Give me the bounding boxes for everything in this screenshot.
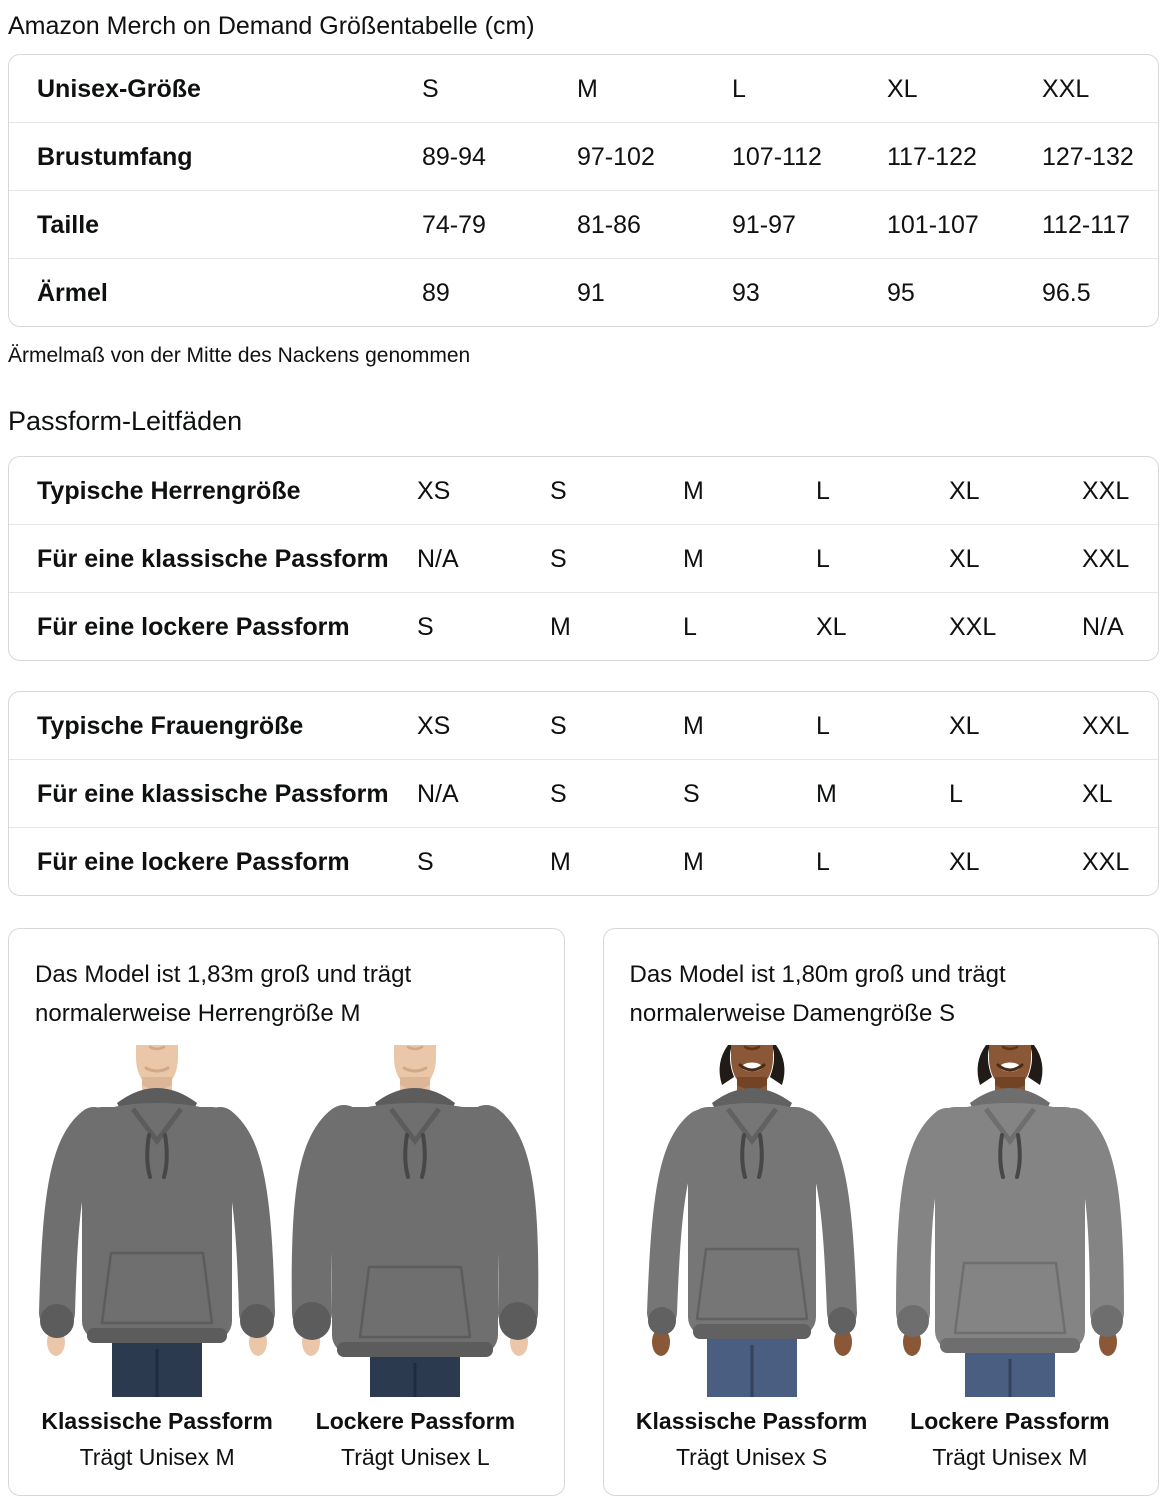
size-value: N/A: [417, 779, 459, 808]
size-value: M: [550, 612, 571, 641]
male-model-classic-fit-photo: [32, 1045, 282, 1397]
size-value: XXL: [1082, 476, 1130, 505]
size-value: M: [683, 711, 704, 740]
size-value: XS: [417, 711, 451, 740]
size-value: N/A: [417, 544, 459, 573]
fit-label: Klassische Passform: [635, 1408, 868, 1434]
row-label: Für eine klassische Passform: [37, 779, 389, 808]
size-value: XL: [949, 544, 980, 573]
table-row: [9, 592, 1158, 660]
size-value: M: [683, 847, 704, 876]
size-value: L: [816, 544, 830, 573]
size-value: 89-94: [422, 142, 486, 171]
size-value: XXL: [1042, 74, 1090, 103]
size-value: L: [816, 476, 830, 505]
size-value: 91-97: [732, 210, 796, 239]
table-row: [9, 55, 1158, 122]
table-row: [9, 827, 1158, 895]
size-label: Trägt Unisex M: [79, 1444, 235, 1470]
size-label: Trägt Unisex S: [675, 1444, 828, 1470]
table-row: [9, 692, 1158, 759]
size-value: XL: [816, 612, 847, 641]
table-row: [9, 759, 1158, 827]
size-value: XXL: [949, 612, 997, 641]
size-value: 89: [422, 278, 450, 307]
size-value: 74-79: [422, 210, 486, 239]
size-value: L: [816, 711, 830, 740]
size-value: 93: [732, 278, 760, 307]
size-value: S: [417, 847, 434, 876]
size-value: 91: [577, 278, 605, 307]
unisex-size-table: [8, 54, 1159, 327]
male-model-loose-fit-photo: [290, 1045, 540, 1397]
size-value: L: [683, 612, 697, 641]
size-value: XL: [949, 847, 980, 876]
female-model-loose-fit-photo: [885, 1045, 1135, 1397]
size-value: S: [550, 544, 567, 573]
size-value: L: [732, 74, 746, 103]
size-value: XXL: [1082, 711, 1130, 740]
model-card-heading: Das Model ist 1,83m groß und trägt normalerweise Herrengröße M: [35, 961, 412, 1027]
model-figure: [31, 1045, 283, 1471]
model-figure: [884, 1045, 1136, 1471]
size-label: Trägt Unisex M: [932, 1444, 1088, 1470]
row-label: Ärmel: [37, 278, 108, 307]
size-value: S: [550, 779, 567, 808]
row-label: Für eine lockere Passform: [37, 847, 350, 876]
row-label: Typische Frauengröße: [37, 711, 304, 740]
size-value: 97-102: [577, 142, 655, 171]
model-figure: [289, 1045, 541, 1471]
model-cards: [8, 928, 1159, 1496]
size-value: 127-132: [1042, 142, 1134, 171]
size-value: L: [949, 779, 963, 808]
fit-guides-title: Passform-Leitfäden: [8, 406, 243, 436]
page-title: Amazon Merch on Demand Größentabelle (cm): [8, 12, 535, 40]
size-value: XXL: [1082, 544, 1130, 573]
size-value: XL: [949, 476, 980, 505]
size-value: XL: [949, 711, 980, 740]
fit-label: Lockere Passform: [315, 1408, 516, 1434]
fit-label: Lockere Passform: [910, 1408, 1110, 1434]
size-value: 117-122: [887, 142, 977, 171]
womens-fit-table: [8, 691, 1159, 896]
female-model-card: [603, 928, 1160, 1496]
size-value: 107-112: [732, 142, 822, 171]
row-label: Für eine klassische Passform: [37, 544, 389, 573]
row-label: Taille: [37, 210, 100, 239]
size-value: 81-86: [577, 210, 641, 239]
size-value: S: [683, 779, 700, 808]
size-value: XS: [417, 476, 451, 505]
row-label: Für eine lockere Passform: [37, 612, 350, 641]
size-value: S: [417, 612, 434, 641]
size-value: XL: [1082, 779, 1113, 808]
size-value: M: [683, 544, 704, 573]
size-value: S: [550, 711, 567, 740]
model-card-heading: Das Model ist 1,80m groß und trägt normalerweise Damengröße S: [629, 961, 1006, 1027]
row-label: Typische Herrengröße: [37, 476, 301, 505]
fit-label: Klassische Passform: [41, 1408, 273, 1434]
sleeve-measure-note: Ärmelmaß von der Mitte des Nackens genommen: [8, 344, 471, 367]
male-model-card: [8, 928, 565, 1496]
size-value: M: [577, 74, 598, 103]
table-row: [9, 457, 1158, 524]
female-model-classic-fit-photo: [627, 1045, 877, 1397]
size-value: S: [550, 476, 567, 505]
size-value: XXL: [1082, 847, 1130, 876]
size-value: S: [422, 74, 439, 103]
mens-fit-table: [8, 456, 1159, 661]
size-value: 112-117: [1042, 210, 1131, 239]
size-value: M: [816, 779, 837, 808]
size-label: Trägt Unisex L: [341, 1444, 490, 1470]
size-value: 101-107: [887, 210, 979, 239]
size-value: L: [816, 847, 830, 876]
size-value: M: [683, 476, 704, 505]
size-value: 95: [887, 278, 915, 307]
model-figure: [626, 1045, 878, 1471]
table-row: [9, 122, 1158, 190]
size-value: 96.5: [1042, 278, 1091, 307]
size-value: M: [550, 847, 571, 876]
table-row: [9, 524, 1158, 592]
row-label: Brustumfang: [37, 142, 193, 171]
size-value: N/A: [1082, 612, 1124, 641]
size-value: XL: [887, 74, 918, 103]
row-label: Unisex-Größe: [37, 74, 201, 103]
table-row: [9, 190, 1158, 258]
table-row: [9, 258, 1158, 326]
